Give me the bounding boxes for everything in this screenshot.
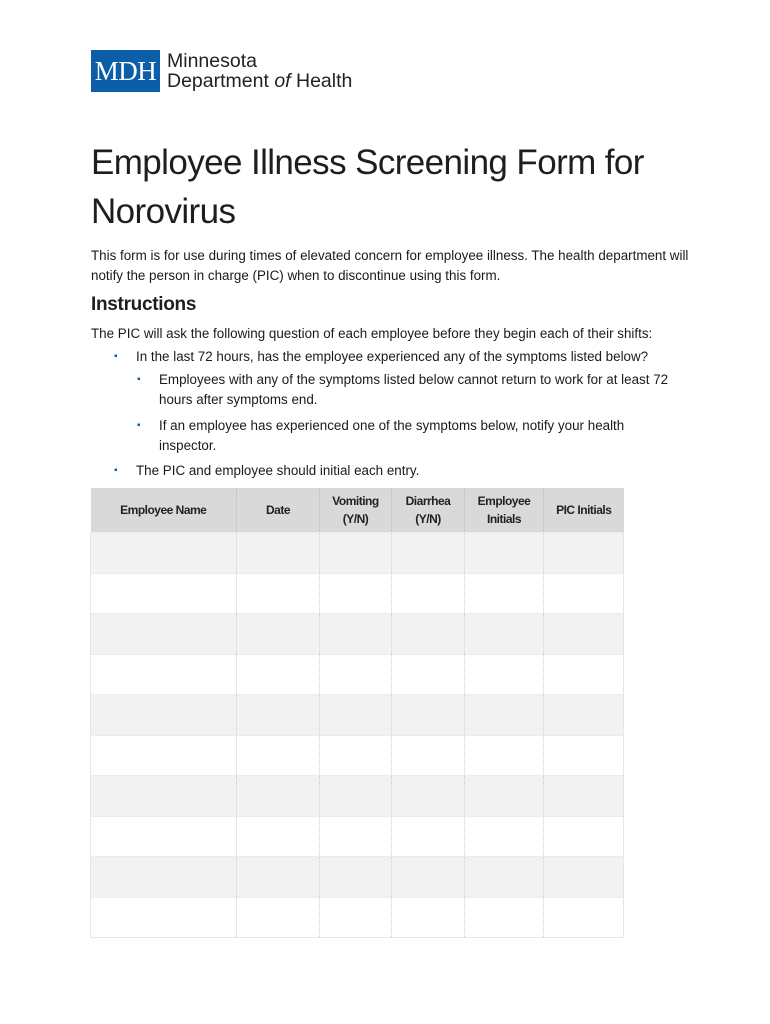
name-cell[interactable] xyxy=(91,695,237,736)
bullet-marker: ▪ xyxy=(114,351,118,362)
header-pic-initials: PIC Initials xyxy=(544,488,624,533)
employee-initials-cell[interactable] xyxy=(465,573,544,614)
table-row xyxy=(91,654,624,695)
date-cell[interactable] xyxy=(237,897,320,938)
name-cell[interactable] xyxy=(91,573,237,614)
employee-initials-cell[interactable] xyxy=(465,897,544,938)
date-cell[interactable] xyxy=(237,654,320,695)
diarrhea-cell[interactable] xyxy=(392,776,465,817)
header-diarrhea: Diarrhea (Y/N) xyxy=(392,488,465,533)
bullet-sub-2: ▪ If an employee has experienced one of the symptoms below, notify your health inspector. xyxy=(137,418,625,453)
employee-initials-cell[interactable] xyxy=(465,533,544,574)
date-cell[interactable] xyxy=(237,735,320,776)
table-row xyxy=(91,695,624,736)
diarrhea-cell[interactable] xyxy=(392,573,465,614)
diarrhea-cell[interactable] xyxy=(392,654,465,695)
table-body xyxy=(91,533,624,938)
table-row xyxy=(91,816,624,857)
date-cell[interactable] xyxy=(237,573,320,614)
page-title: Employee Illness Screening Form for Norovirus xyxy=(91,143,644,231)
logo-line-1: Minnesota xyxy=(167,50,257,72)
diarrhea-cell[interactable] xyxy=(392,857,465,898)
employee-initials-cell[interactable] xyxy=(465,816,544,857)
vomiting-cell[interactable] xyxy=(320,533,392,574)
vomiting-cell[interactable] xyxy=(320,654,392,695)
diarrhea-cell[interactable] xyxy=(392,897,465,938)
mdh-logo-text xyxy=(167,51,352,91)
date-cell[interactable] xyxy=(237,695,320,736)
vomiting-cell[interactable] xyxy=(320,695,392,736)
vomiting-cell[interactable] xyxy=(320,897,392,938)
table-row xyxy=(91,857,624,898)
table-row xyxy=(91,776,624,817)
pic-initials-cell[interactable] xyxy=(544,695,624,736)
name-cell[interactable] xyxy=(91,533,237,574)
employee-initials-cell[interactable] xyxy=(465,654,544,695)
employee-initials-cell[interactable] xyxy=(465,695,544,736)
name-cell[interactable] xyxy=(91,735,237,776)
bullet-marker: ▪ xyxy=(114,465,118,476)
vomiting-cell[interactable] xyxy=(320,857,392,898)
pic-initials-cell[interactable] xyxy=(544,614,624,655)
instructions-lead: The PIC will ask the following question of each employee before they begin each of their shifts: xyxy=(91,326,653,341)
table-row xyxy=(91,533,624,574)
vomiting-cell[interactable] xyxy=(320,816,392,857)
bullet-question: ▪ In the last 72 hours, has the employee experienced any of the symptoms listed below? xyxy=(136,347,716,367)
diarrhea-cell[interactable] xyxy=(392,533,465,574)
table-header-row xyxy=(91,488,624,533)
vomiting-cell[interactable] xyxy=(320,735,392,776)
diarrhea-cell[interactable] xyxy=(392,735,465,776)
name-cell[interactable] xyxy=(91,614,237,655)
date-cell[interactable] xyxy=(237,614,320,655)
vomiting-cell[interactable] xyxy=(320,573,392,614)
bullet-final: ▪ The PIC and employee should initial each entry. xyxy=(136,461,696,481)
header-employee-name: Employee Name xyxy=(91,488,237,533)
name-cell[interactable] xyxy=(91,776,237,817)
employee-initials-cell[interactable] xyxy=(465,857,544,898)
pic-initials-cell[interactable] xyxy=(544,816,624,857)
pic-initials-cell[interactable] xyxy=(544,897,624,938)
employee-initials-cell[interactable] xyxy=(465,735,544,776)
name-cell[interactable] xyxy=(91,897,237,938)
header-vomiting: Vomiting (Y/N) xyxy=(320,488,392,533)
header-employee-initials: Employee Initials xyxy=(465,488,544,533)
date-cell[interactable] xyxy=(237,533,320,574)
mdh-logo-mark: MDH xyxy=(91,50,160,92)
table-row xyxy=(91,735,624,776)
instructions-heading: Instructions xyxy=(91,294,197,315)
name-cell[interactable] xyxy=(91,857,237,898)
employee-initials-cell[interactable] xyxy=(465,614,544,655)
employee-initials-cell[interactable] xyxy=(465,776,544,817)
pic-initials-cell[interactable] xyxy=(544,573,624,614)
pic-initials-cell[interactable] xyxy=(544,735,624,776)
date-cell[interactable] xyxy=(237,776,320,817)
table-row xyxy=(91,897,624,938)
pic-initials-cell[interactable] xyxy=(544,533,624,574)
name-cell[interactable] xyxy=(91,654,237,695)
name-cell[interactable] xyxy=(91,816,237,857)
vomiting-cell[interactable] xyxy=(320,614,392,655)
bullet-marker: ▪ xyxy=(137,374,141,385)
bullet-sub-1: ▪ Employees with any of the symptoms listed below cannot return to work for at least 72 hours after symptoms end. xyxy=(137,372,669,407)
screening-table xyxy=(90,488,624,938)
pic-initials-cell[interactable] xyxy=(544,857,624,898)
intro-paragraph: This form is for use during times of elevated concern for employee illness. The health department will notify the person in charge (PIC) when to discontinue using this form. xyxy=(91,248,689,283)
logo-line-2: Department of Health xyxy=(167,70,353,92)
table-row xyxy=(91,614,624,655)
diarrhea-cell[interactable] xyxy=(392,816,465,857)
mdh-logo xyxy=(91,50,352,92)
header-date: Date xyxy=(237,488,320,533)
diarrhea-cell[interactable] xyxy=(392,695,465,736)
date-cell[interactable] xyxy=(237,816,320,857)
bullet-marker: ▪ xyxy=(137,420,141,431)
diarrhea-cell[interactable] xyxy=(392,614,465,655)
date-cell[interactable] xyxy=(237,857,320,898)
table-row xyxy=(91,573,624,614)
vomiting-cell[interactable] xyxy=(320,776,392,817)
pic-initials-cell[interactable] xyxy=(544,776,624,817)
pic-initials-cell[interactable] xyxy=(544,654,624,695)
